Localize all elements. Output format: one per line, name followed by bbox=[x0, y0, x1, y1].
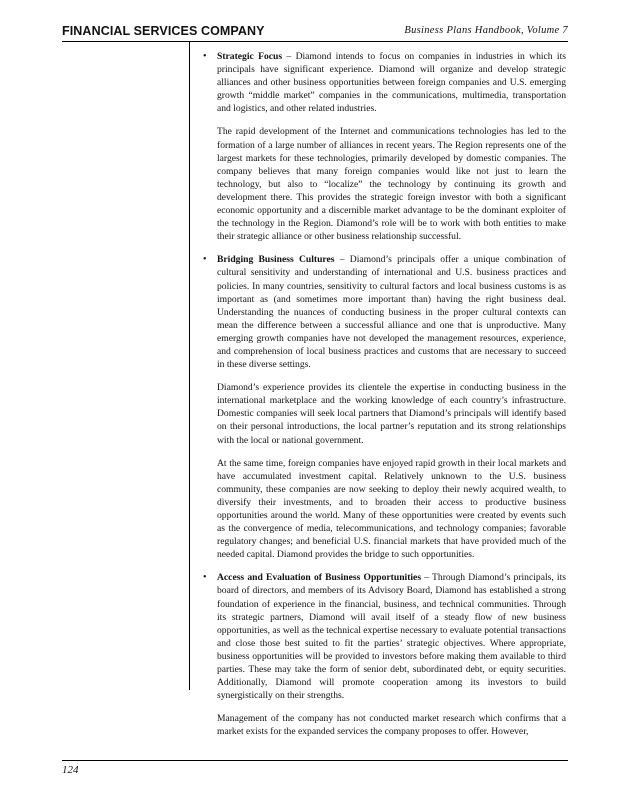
body-content bbox=[202, 50, 566, 749]
bullet-lead-text: – Through Diamond’s principals, its board of directors, and members of its Advisory Board, Diamond has established a strong foundation of experience in the financial, business, and technical communities. Through its strategic partners, Diamond will avail itself of a steady flow of new business opportunities, as well as the technical expertise necessary to evaluate potential transactions and close those best suited to fit the parties’ strategic objectives. Where appropriate, business opportunities will be provided to investors before making them available to third parties. These may take the form of senior debt, subordinated debt, or equity securities. Additionally, Diamond will promote cooperation among its investors to build synergistically on their strengths. bbox=[217, 572, 566, 702]
margin-vertical-rule bbox=[189, 42, 190, 690]
paragraph: Diamond’s experience provides its clientele the expertise in conducting business in the international marketplace and the working knowledge of each country’s infrastructure. Domestic companies will seek local partners that Diamond’s principals will identify based on their personal introductions, the local partner’s reputation and its strong relationships with the local or national government. bbox=[217, 382, 566, 446]
bullet-title: Bridging Business Cultures bbox=[217, 254, 335, 266]
bullet-bridging-business-cultures bbox=[202, 253, 566, 371]
footer-rule bbox=[62, 760, 568, 761]
bullet-access-evaluation bbox=[202, 571, 566, 702]
paragraph: Management of the company has not conducted market research which confirms that a market exists for the expanded services the company proposes to offer. However, bbox=[217, 713, 566, 738]
bullet-lead-text: – Diamond’s principals offer a unique combination of cultural sensitivity and understanding of international and U.S. business practices and policies. In many countries, sensitivity to cultural factors and local business customs is as important as (and sometimes more important than) having the right business deal. Understanding the nuances of conducting business in the proper cultural contexts can mean the difference between a successful alliance and one that is unproductive. Many emerging growth companies have not developed the management resources, experience, and comprehension of local business practices and customs that are necessary to succeed in these diverse settings. bbox=[217, 254, 566, 371]
page-number: 124 bbox=[62, 764, 79, 776]
bullet-dot: • bbox=[203, 254, 207, 266]
paragraph: At the same time, foreign companies have enjoyed rapid growth in their local markets and have accumulated investment capital. Relatively unknown to the U.S. business community, these companies are now seeking to deploy their newly acquired wealth, to diversify their investments, and to broaden their access to productive business opportunities around the world. Many of these opportunities were created by events such as the convergence of media, telecommunications, and technology companies; favorable regulatory changes; and beneficial U.S. financial markets that have provided much of the needed capital. Diamond provides the bridge to such opportunities. bbox=[217, 457, 566, 561]
bullet-strategic-focus bbox=[202, 50, 566, 115]
bullet-title: Access and Evaluation of Business Opportunities bbox=[217, 572, 422, 584]
running-header bbox=[62, 24, 568, 40]
header-book-title: Business Plans Handbook, Volume 7 bbox=[404, 25, 568, 36]
paragraph: The rapid development of the Internet and communications technologies has led to the formation of a large number of alliances in recent years. The Region represents one of the largest markets for these technologies, primarily developed by domestic companies. The company believes that many foreign companies would like not just to learn the technology, but also to “localize” the technology by continuing its growth and development there. This provides the strategic foreign investor with both a significant economic opportunity and a discernible market advantage to be the dominant exploiter of the technology in the Region. Diamond’s role will be to work with both entities to make their strategic alliance or other business relationship successful. bbox=[217, 126, 566, 243]
bullet-lead-text: – Diamond intends to focus on companies in industries in which its principals have significant experience. Diamond will organize and develop strategic alliances and other business opportunities between foreign companies and U.S. emerging growth “middle market” companies in the communications, multimedia, transportation and logistics, and other related industries. bbox=[217, 51, 566, 115]
header-rule bbox=[62, 41, 568, 42]
bullet-dot: • bbox=[203, 51, 207, 62]
bullet-title: Strategic Focus bbox=[217, 51, 283, 62]
bullet-dot: • bbox=[203, 572, 207, 584]
header-company-title: FINANCIAL SERVICES COMPANY bbox=[62, 24, 265, 38]
